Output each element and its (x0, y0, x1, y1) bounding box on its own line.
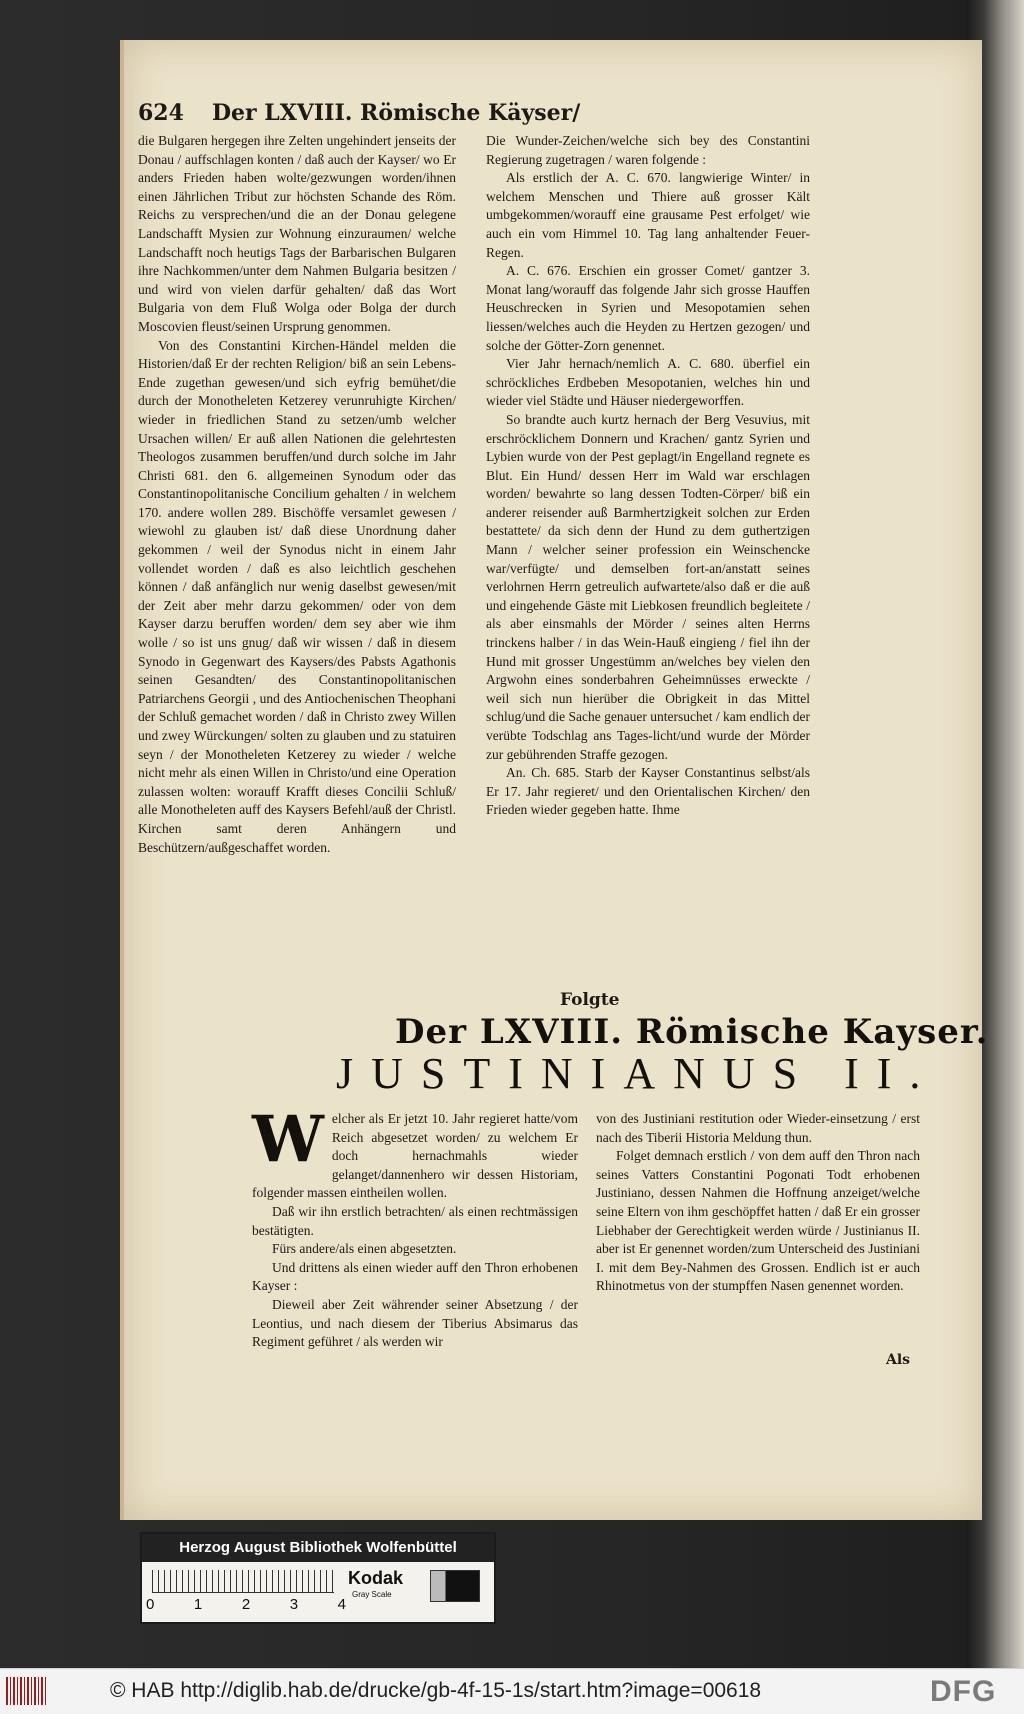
ruler-number: 3 (289, 1596, 299, 1613)
emperor-name: JUSTINIANUS II. (336, 1049, 939, 1098)
gray-scale-label: Gray Scale (352, 1590, 392, 1599)
ruler-number: 4 (337, 1596, 346, 1613)
paragraph: Die Wunder-Zeichen/welche sich bey des Constantini Regierung zugetragen / waren folgende : (486, 133, 810, 167)
paragraph: Dieweil aber Zeit währender seiner Absetzung / der Leontius, und nach diesem der Tiberius Absimarus das Regiment geführet / als werden wir (252, 1296, 578, 1350)
section-title: Der LXVIII. Römische Kayser. (395, 1012, 989, 1052)
paragraph: von des Justiniani restitution oder Wieder-einsetzung / erst nach des Tiberii Historia Meldung thun. (596, 1111, 920, 1145)
folgte-label: Folgte (560, 990, 620, 1010)
barcode-icon (6, 1677, 46, 1705)
dfg-logo: DFG (930, 1675, 997, 1708)
gray-scale-swatch (430, 1570, 480, 1602)
paragraph: Und drittens als einen wieder auff den Thron erhobenen Kayser : (252, 1259, 578, 1294)
paragraph-text: elcher als Er jetzt 10. Jahr regieret hatte/vom Reich abgesetzet worden/ zu welchem Er doch hernachmahls wieder gelanget/dannenhero wir dessen Historiam, folgender massen eintheilen wollen. (252, 1111, 578, 1201)
paragraph: Von des Constantini Kirchen-Händel melden die Historien/daß Er der rechten Religion/ biß an sein Lebens-Ende zugethan gewesen/und sich eyfrig bemühet/die durch der Monotheleten Ketzerey verunruhigte Kirchen/ wieder in friedlichen Stand zu setzen/umb welcher Ursachen willen/ Er auß allen Nationen die gelehrtesten Theologos zusammen beruffen/und durch solche im Jahr Christi 681. den 6. allgemeinen Synodum oder das Constantinopolitanische Concilium gehalten / in welchem 170. andere wollen 289. Bischöffe versamlet gewesen / wiewohl zu glauben ist/ daß diese Unordnung daher gekommen / weil der Synodus nicht in einem Jahr vollendet worden / daß es also leichtlich geschehen können / daß anfänglich nur wenig daselbst gewesen/mit der Zeit aber mehr darzu gekommen/ oder von dem Kayser darzu beruffen worden/ dem sey aber wie ihm wolle / so ist uns gnug/ daß wir wissen / daß in diesem Synodo in Gegenwart des Kaysers/des Pabsts Agathonis seinen Gesandten/ des Constantinopolitanischen Patriarchens Georgii , und des Antiochenischen Theophani der Schluß gemachet worden / daß in Christo zwey Willen und zwey Würckungen/ solten zu glauben und zu statuiren seyn / der Monotheleten Ketzerey zu wieder / welche nicht mehr als einen Willen in Christo/und eine Operation zulassen wolten: worauff Krafft dieses Concilii Schluß/ alle Monotheleten auff des Kaysers Befehl/auß der Christl. Kirchen samt deren Anhängern und Beschützern/außgeschaffet worden. (138, 337, 456, 855)
ruler-number: 2 (241, 1596, 251, 1613)
paragraph: Vier Jahr hernach/nemlich A. C. 680. überfiel ein schröckliches Erdbeben Mesopotanien, welches hin und wieder viel Städte und Häuser niedergeworffen. (486, 356, 810, 409)
library-name: Herzog August Bibliothek Wolfenbüttel (142, 1534, 494, 1562)
ruler-number: 1 (193, 1596, 203, 1613)
running-head: Der LXVIII. Römische Käyser/ (211, 100, 581, 126)
footer-bar (0, 1668, 1024, 1714)
library-label-card (140, 1532, 496, 1624)
first-paragraph (252, 1102, 578, 1203)
kodak-logo: Kodak (348, 1568, 404, 1588)
paragraph: Folget demnach erstlich / von dem auff den Thron nach seines Vatters Constantini Pogonati Todt erhobenen Justiniano, dessen Nahmen die Hoffnung anzeiget/welche seine Eltern von ihm geschöpffet hatten / daß Er ein grosser Liebhaber der Gerechtigkeit werden würde / Justinianus II. aber ist Er genennet worden/zum Unterscheid des Justiniani I. mit dem Bey-Nahmen des Grossen. Endlich ist er auch Rhinotmetus von der stumpffen Nasen genennet worden. (596, 1148, 920, 1294)
right-column-bottom (596, 1110, 920, 1296)
scale-ruler (152, 1570, 334, 1593)
paragraph: An. Ch. 685. Starb der Kayser Constantinus selbst/als Er 17. Jahr regieret/ und den Orientalischen Kirchen/ den Frieden wieder gegeben hatte. Ihme (486, 765, 810, 818)
catchword: Als (886, 1352, 911, 1368)
left-column-bottom (252, 1102, 578, 1352)
page-number: 624 (138, 100, 184, 126)
paragraph: Daß wir ihn erstlich betrachten/ als einen rechtmässigen bestätigten. (252, 1203, 578, 1238)
right-column-top (486, 132, 810, 820)
paragraph: A. C. 676. Erschien ein grosser Comet/ gantzer 3. Monat lang/worauff das folgende Jahr sich grosse Hauffen Heuschrecken in Syrien und Mesopotamien sehen liessen/welches auch die Heyden zu Hertzen gezogen/ und solche der Götter-Zorn genennet. (486, 263, 810, 353)
paragraph: Fürs andere/als einen abgesetzten. (272, 1241, 457, 1257)
paragraph: die Bulgaren hergegen ihre Zelten ungehindert jenseits der Donau / auffschlagen konten / daß auch der Kayser/ wo Er anders Frieden haben wolte/gezwungen worden/ihnen einen Jährlichen Tribut zur höchsten Schande des Röm. Reichs zu versprechen/und die an der Donau gelegene Landschafft Mysien zur Wohnung einzuraumen/ welche Landschafft noch heutigs Tags der Barbarischen Bulgaren ihre Nachkommen/unter dem Nahmen Bulgaria besitzen / und wird von vielen darfür gehalten/ daß das Wort Bulgaria von dem Fluß Wolga oder Bolga der durch Moscovien fleust/seinen Ursprung genommen. (138, 133, 456, 334)
left-column-top (138, 132, 456, 857)
paragraph: So brandte auch kurtz hernach der Berg Vesuvius, mit erschröcklichem Donnern und Krachen/ gantz Syrien und Lybien wurde von der Pest geplagt/in Engelland regnete es Blut. Ein Hund/ dessen Herr im Wald war erschlagen worden/ bewahrte so lang dessen Todten-Cörper/ biß ein anderer reisender auß Barmhertzigkeit solchen zur Erden bestattete/ da sich denn der Hund zu dem guthertzigen Mann / welcher seiner profession ein Weinschencke war/verfügte/ und demselben fort-an/anstatt seines verlohrnen Herrn getreulich aufwartete/also daß er die auß und eingehende Gäste mit Liebkosen freundlich begleitete / als aber einsmahls der Mörder / seines alten Herrns trinckens halber / in das Wein-Hauß eingieng / fiel ihn der Hund mit grosser Ungestümm an/welches bey vielen den Argwohn eines sonderbahren Geheimnüsses erweckte / weil sich nun hierüber die Obrigkeit in das Mittel schlug/und die Sache genauer untersuchet / kam endlich der verübte Todschlag ans Tages-licht/und wurde der Mörder zur gebührenden Straffe gezogen. (486, 411, 810, 762)
ruler-number: 0 (146, 1596, 155, 1613)
running-header (138, 100, 810, 126)
ruler-numbers (146, 1596, 346, 1613)
copyright-url[interactable]: © HAB http://diglib.hab.de/drucke/gb-4f-15-1s/start.htm?image=00618 (110, 1679, 762, 1702)
paragraph: Als erstlich der A. C. 670. langwierige Winter/ in welchem Menschen und Thiere auß grosser Kält umbgekommen/worauff eine grausame Pest erfolget/ wie auch ein vom Himmel 10. Tag lang anhaltender Feuer-Regen. (486, 170, 810, 260)
drop-cap: W (252, 1102, 324, 1177)
